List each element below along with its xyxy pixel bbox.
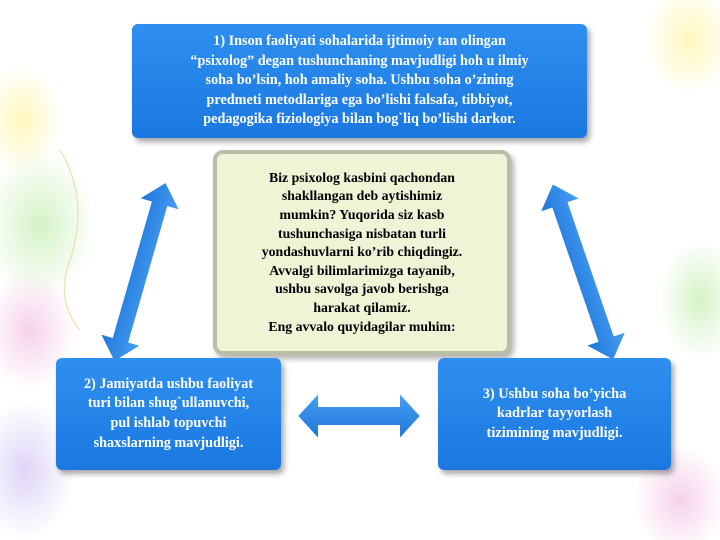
center-question-box (213, 150, 511, 355)
right-statement-box (438, 358, 671, 470)
top-statement-box (132, 24, 587, 138)
balloon-yellow-right (645, 0, 720, 95)
left-statement-text: 2) Jamiyatda ushbu faoliyat turi bilan shug`ullanuvchi, pul ishlab topuvchi shaxslarning mavjudligi. (83, 375, 254, 451)
left-statement-box (56, 358, 281, 470)
top-statement-text: 1) Inson faoliyati sohalarida ijtimoiy tan olingan “psixolog” degan tushunchaning mavjudligi hoh u ilmiy soha bo’lsin, hoh amaliy soha. Ushbu soha o’zining predmeti metodlariga ega bo’lishi falsafa, tibbiyot, pedagogika fiziologiya bilan bog`liq bo’lishi darkor. (190, 33, 529, 128)
right-statement-text: 3) Ushbu soha bo’yicha kadrlar tayyorlash tizimining mavjudligi. (482, 385, 627, 441)
balloon-green-right (660, 240, 720, 360)
center-question-text: Biz psixolog kasbini qachondan shakllangan deb aytishimiz mumkin? Yuqorida siz kasb tushunchasiga nisbatan turli yondashuvlarni ko’rib chiqdingiz. Avvalgi bilimlarimizga tayanib, ushbu savolga javob berishga harakat qilamiz. Eng avvalo quyidagilar muhim: (261, 169, 463, 334)
